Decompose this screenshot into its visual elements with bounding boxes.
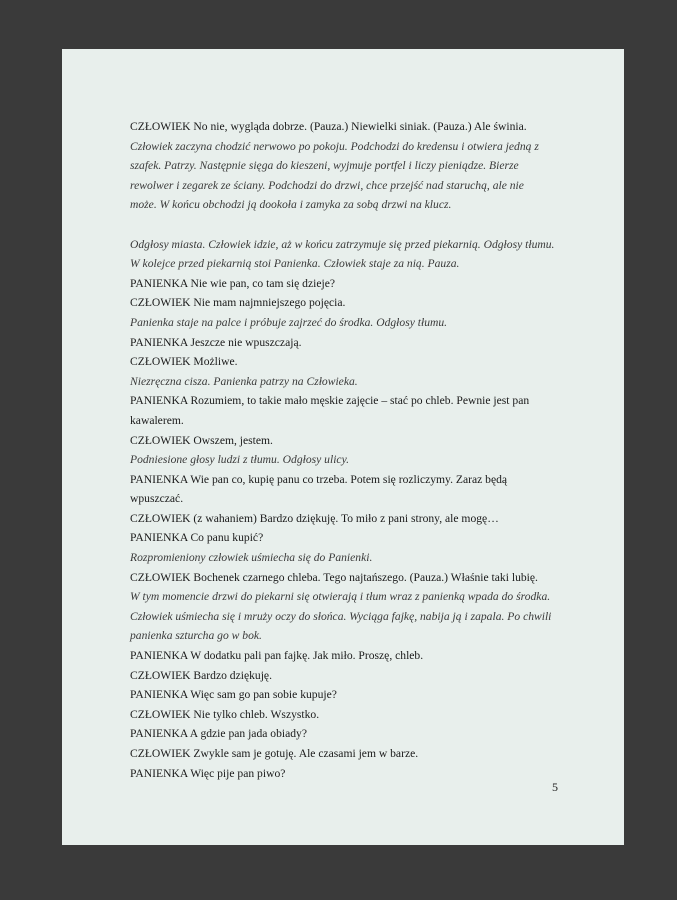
stage-direction-line: Panienka staje na palce i próbuje zajrzeć do środka. Odgłosy tłumu. — [130, 315, 448, 329]
document-page — [62, 49, 624, 845]
speech-line: PANIENKA Nie wie pan, co tam się dzieje? — [130, 276, 335, 290]
stage-direction-line: Rozpromieniony człowiek uśmiecha się do Panienki. — [130, 551, 373, 565]
speech-line: CZŁOWIEK Bardzo dziękuję. — [130, 668, 272, 682]
speech-line: CZŁOWIEK No nie, wygląda dobrze. (Pauza.) Niewielki siniak. (Pauza.) Ale świnia. — [130, 120, 527, 133]
stage-direction-line: W kolejce przed piekarnią stoi Panienka. Człowiek staje za nią. Pauza. — [130, 257, 460, 271]
speech-line: CZŁOWIEK Możliwe. — [130, 355, 238, 369]
blank-line — [130, 215, 582, 235]
speech-line: PANIENKA Co panu kupić? — [130, 531, 264, 545]
stage-direction-line: Człowiek zaczyna chodzić nerwowo po pokoju. Podchodzi do kredensu i otwiera jedną z — [130, 139, 539, 153]
speech-line: PANIENKA Rozumiem, to takie mało męskie zajęcie – stać po chleb. Pewnie jest pan — [130, 394, 530, 408]
speech-line: CZŁOWIEK Zwykle sam je gotuję. Ale czasami jem w barze. — [130, 747, 419, 760]
speech-line: PANIENKA Wie pan co, kupię panu co trzeba. Potem się rozliczymy. Zaraz będą — [130, 472, 508, 486]
stage-direction-line: W tym momencie drzwi do piekarni się otwierają i tłum wraz z panienką wpada do środka. — [130, 590, 551, 604]
stage-direction-line: Podniesione głosy ludzi z tłumu. Odgłosy ulicy. — [130, 453, 349, 467]
stage-direction-line: panienka szturcha go w bok. — [130, 629, 262, 643]
stage-direction-line: szafek. Patrzy. Następnie sięga do kieszeni, wyjmuje portfel i liczy pieniądze. Bierze — [130, 159, 519, 173]
speech-line: CZŁOWIEK Owszem, jestem. — [130, 433, 273, 447]
speech-line: CZŁOWIEK Nie mam najmniejszego pojęcia. — [130, 296, 346, 310]
speech-line: kawalerem. — [130, 413, 184, 427]
stage-direction-line: Odgłosy miasta. Człowiek idzie, aż w końcu zatrzymuje się przed piekarnią. Odgłosy tłumu. — [130, 237, 555, 251]
speech-line: PANIENKA Więc sam go pan sobie kupuje? — [130, 688, 337, 702]
stage-direction-line: może. W końcu obchodzi ją dookoła i zamyka za sobą drzwi na klucz. — [130, 198, 452, 212]
speech-line: CZŁOWIEK Bochenek czarnego chleba. Tego najtańszego. (Pauza.) Właśnie taki lubię. — [130, 570, 538, 584]
speech-line: PANIENKA W dodatku pali pan fajkę. Jak miło. Proszę, chleb. — [130, 649, 424, 663]
speech-line: CZŁOWIEK Nie tylko chleb. Wszystko. — [130, 707, 320, 721]
speech-line: wpuszczać. — [130, 492, 184, 506]
script-text — [130, 117, 582, 783]
stage-direction-line: rewolwer i zegarek ze ściany. Podchodzi do drzwi, chce przejść nad staruchą, ale nie — [130, 178, 524, 192]
speech-line: PANIENKA Jeszcze nie wpuszczają. — [130, 335, 302, 349]
speech-line: PANIENKA A gdzie pan jada obiady? — [130, 727, 307, 741]
stage-direction-line: Niezręczna cisza. Panienka patrzy na Człowieka. — [130, 374, 358, 388]
speech-line: CZŁOWIEK (z wahaniem) Bardzo dziękuję. To miło z pani strony, ale mogę… — [130, 511, 499, 525]
speech-line: PANIENKA Więc pije pan piwo? — [130, 766, 286, 780]
stage-direction-line: Człowiek uśmiecha się i mruży oczy do słońca. Wyciąga fajkę, nabija ją i zapala. Po chwili — [130, 609, 552, 623]
page-number: 5 — [552, 780, 558, 794]
